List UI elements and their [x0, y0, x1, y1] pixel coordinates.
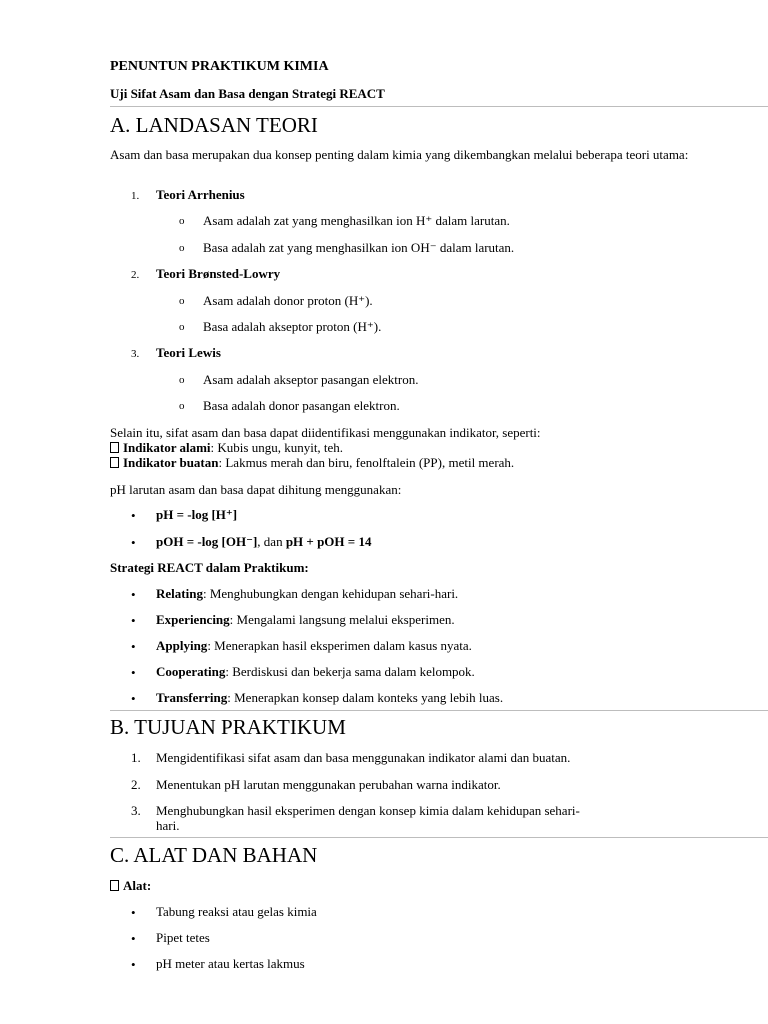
list-number: 1.	[131, 750, 141, 765]
sub-bullet: o	[179, 321, 185, 333]
list-number: 3.	[131, 803, 141, 818]
sub-bullet: o	[179, 215, 185, 227]
poh-formula	[156, 534, 371, 550]
indicator-line	[110, 440, 343, 456]
objective-item: Mengidentifikasi sifat asam dan basa menggunakan indikator alami dan buatan.	[156, 750, 571, 765]
objective-item: Menentukan pH larutan menggunakan perubahan warna indikator.	[156, 777, 501, 792]
sub-bullet: o	[179, 400, 185, 412]
section-b-heading: B. TUJUAN PRAKTIKUM	[110, 715, 346, 739]
react-item	[156, 638, 472, 654]
tool-item: Tabung reaksi atau gelas kimia	[156, 904, 317, 919]
list-number: 1.	[131, 190, 140, 202]
bullet: •	[131, 905, 136, 920]
document-title: PENUNTUN PRAKTIKUM KIMIA	[110, 59, 329, 74]
bullet: •	[131, 957, 136, 972]
list-number: 2.	[131, 269, 140, 281]
indicator-intro: Selain itu, sifat asam dan basa dapat diidentifikasi menggunakan indikator, seperti:	[110, 425, 541, 440]
react-desc: : Menerapkan konsep dalam konteks yang lebih luas.	[227, 690, 504, 705]
tool-item: pH meter atau kertas lakmus	[156, 956, 305, 971]
theory-point: Asam adalah donor proton (H⁺).	[203, 293, 373, 308]
bullet: •	[131, 665, 136, 680]
missing-glyph-icon	[110, 880, 119, 891]
bullet: •	[131, 691, 136, 706]
indicator-label: Indikator buatan	[123, 455, 219, 470]
react-term: Cooperating	[156, 664, 226, 679]
section-divider	[110, 106, 768, 107]
alat-label-text: Alat:	[123, 878, 152, 893]
bullet: •	[131, 587, 136, 602]
sub-bullet: o	[179, 242, 185, 254]
document-subtitle: Uji Sifat Asam dan Basa dengan Strategi REACT	[110, 86, 385, 101]
bullet: •	[131, 508, 136, 523]
alat-label	[110, 878, 151, 894]
list-number: 2.	[131, 777, 141, 792]
react-desc: : Menghubungkan dengan kehidupan sehari-hari.	[202, 586, 459, 601]
objective-item-continued: hari.	[156, 818, 180, 833]
theory-point: Asam adalah akseptor pasangan elektron.	[203, 372, 419, 387]
react-term: Experiencing	[156, 612, 230, 627]
indicator-text: : Lakmus merah dan biru, fenolftalein (PP), metil merah.	[218, 455, 515, 470]
bullet: •	[131, 535, 136, 550]
section-divider	[110, 837, 768, 838]
missing-glyph-icon	[110, 457, 119, 468]
ph-intro: pH larutan asam dan basa dapat dihitung menggunakan:	[110, 482, 402, 497]
bullet: •	[131, 639, 136, 654]
missing-glyph-icon	[110, 442, 119, 453]
bullet: •	[131, 931, 136, 946]
theory-title: Teori Lewis	[156, 345, 221, 360]
react-item	[156, 612, 455, 628]
section-a-heading: A. LANDASAN TEORI	[110, 113, 318, 137]
theory-title: Teori Arrhenius	[156, 187, 245, 202]
react-item	[156, 690, 503, 706]
section-divider	[110, 710, 768, 711]
theory-point: Asam adalah zat yang menghasilkan ion H⁺ dalam larutan.	[203, 213, 510, 228]
react-item	[156, 586, 458, 602]
react-term: Transferring	[156, 690, 228, 705]
sub-bullet: o	[179, 374, 185, 386]
react-desc: : Menerapkan hasil eksperimen dalam kasus nyata.	[207, 638, 472, 653]
indicator-line	[110, 455, 514, 471]
react-item	[156, 664, 475, 680]
react-desc: : Berdiskusi dan bekerja sama dalam kelompok.	[225, 664, 475, 679]
react-desc: : Mengalami langsung melalui eksperimen.	[229, 612, 455, 627]
section-a-intro: Asam dan basa merupakan dua konsep penting dalam kimia yang dikembangkan melalui beberapa teori utama:	[110, 147, 689, 162]
theory-point: Basa adalah zat yang menghasilkan ion OH⁻ dalam larutan.	[203, 240, 515, 255]
list-number: 3.	[131, 348, 140, 360]
react-term: Relating	[156, 586, 203, 601]
theory-point: Basa adalah akseptor proton (H⁺).	[203, 319, 382, 334]
ph-formula: pH = -log [H⁺]	[156, 507, 238, 522]
indicator-text: : Kubis ungu, kunyit, teh.	[210, 440, 344, 455]
poh-formula-text: pOH = -log [OH⁻]	[156, 534, 258, 549]
formula-join: , dan	[257, 534, 286, 549]
bullet: •	[131, 613, 136, 628]
react-heading: Strategi REACT dalam Praktikum:	[110, 560, 309, 575]
theory-point: Basa adalah donor pasangan elektron.	[203, 398, 400, 413]
tool-item: Pipet tetes	[156, 930, 210, 945]
theory-title: Teori Brønsted-Lowry	[156, 266, 281, 281]
section-c-heading: C. ALAT DAN BAHAN	[110, 843, 318, 867]
sub-bullet: o	[179, 295, 185, 307]
indicator-label: Indikator alami	[123, 440, 211, 455]
ph-sum-formula: pH + pOH = 14	[285, 534, 372, 549]
objective-item: Menghubungkan hasil eksperimen dengan konsep kimia dalam kehidupan sehari-	[156, 803, 580, 818]
react-term: Applying	[156, 638, 208, 653]
